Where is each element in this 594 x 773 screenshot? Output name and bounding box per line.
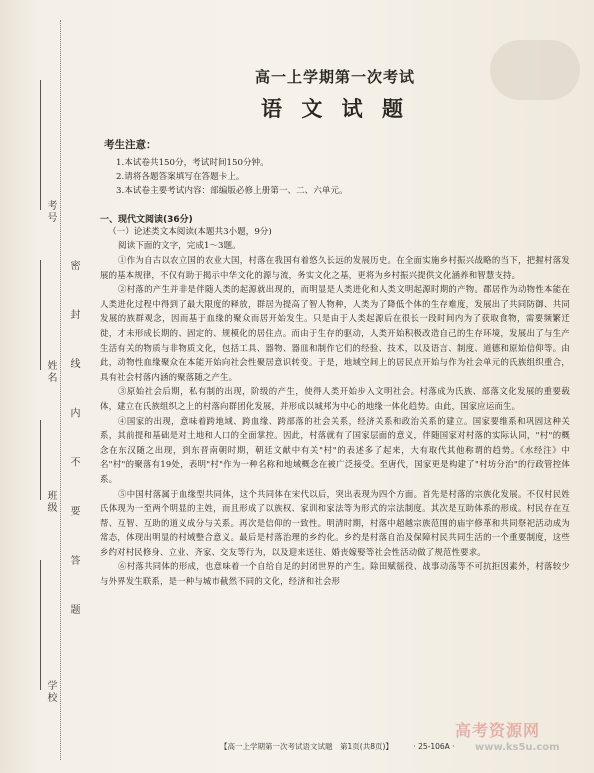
notice-item: 3.本试卷主要考试内容：部编版必修上册第一、二、六单元。 (116, 186, 348, 196)
class-label: 班级 (45, 490, 56, 514)
name-line (40, 260, 41, 370)
passage-paragraph: ③原始社会后期，私有制的出现，阶级的产生，使得人类开始步入文明社会。村落成为氏族、部落文化发展的重要载体，建立在氏族组织之上的村落向群团化发展，并形成以城邦为中心的地缘一体化趋势。由此，国家应运而生。 (100, 386, 570, 411)
notice-heading: 考生注意： (104, 139, 157, 151)
footer-code: · 25-106A · (413, 742, 455, 751)
binding-gutter (0, 0, 100, 773)
name-label: 姓名 (45, 360, 56, 384)
notice-item: 1.本试卷共150分，考试时间150分钟。 (116, 158, 269, 168)
seal-dotted-line (60, 20, 61, 760)
section-heading: 一、现代文阅读(36分) (100, 215, 193, 225)
exam-body (100, 58, 570, 589)
reading-instruction: 阅读下面的文字，完成1～3题。 (118, 241, 241, 251)
passage-paragraph: ⑥村落共同体的形成，也意味着一个自给自足的封闭世界的产生。除田赋徭役、战事动荡等不可抗拒因素外，村落较少与外界发生联系，是一种与城市截然不同的文化，经济和社会形 (100, 561, 570, 587)
passage-paragraph: ④国家的出现，意味着跨地域、跨血缘、跨部落的社会关系，经济关系和政治关系的建立。国家要维系和巩固这种关系，其前提和基础是对土地和人口的全面掌控。因此，村落就有了国家层面的意义，伴随国家对村落的实际认同，"村"的概念在东汉随之出现，到东晋南朝时期，朝廷文献中有关"村"的表述多了起来，大有取代其他称谓的趋势。《水经注》中名"村"的聚落有19处，表明"村"作为一种名称和地域概念在被广泛接受。至唐代，国家更是构建了"村坊分治"的行政管控体系。 (100, 415, 570, 484)
footer-text: 【高一上学期第一次考试语文试题 第1页(共8页)】 (220, 742, 393, 751)
passage-paragraph: ②村落的产生并非是伴随人类的起源就出现的，而明显是人类进化和人类文明起源时期的产物。郡居作为动物性本能在人类进化过程中得到了最大限度的释放，群居为提高了智人物种，人类为了降低个体的生存难度，发展出了共同防御、共同发展的族群观念，因而基于血缘的聚众而居开始发生。只是由于人类起源后在很长一段时间内为了获取食物，需要频繁迁徙，才未形成长期的、固定的、规模化的居住点。而由于生存的驱动，人类开始积极改造自己的生存环境，发展出了与生产生活有关的物质与非物质文化，包括工具、器物、器皿和制作它们的经验、技术，以及语言、制度、道德和原始信仰等。由此，动物性血缘聚众在本能开始向社会性聚居意识转变。于是，地域空间上的居民点开始与作为社会单元的氏族组织重合，具有社会村落内涵的聚落随之产生。 (100, 284, 570, 382)
subsection-heading: （一）论述类文本阅读(本题共3小题，9分) (108, 227, 272, 237)
passage-paragraph: ⑤中国村落属于血缘型共同体，这个共同体在宋代以后，突出表现为四个方面。首先是村落的宗族化发展。不仅村民姓氏体现为一至两个明显的主姓，而且形成了以族权、家训和家法等为形式的宗法制度。其次是互助体系的形成。村民存在互帮、互智、互助的道义成分与关系。再次是信仰的一致性。明清时期，村落中超越宗族范围的庙宇修革和共同祭祀活动成为常态，体现出明显的村域整合意义。最后是村落治理的乡约化。乡约是村落自治及保障村民共同生活的一个重要制度，这些乡约对村民修身、立业、齐家、交友等行为，以及迎来送往、婚丧嫁娶等社会性活动做了规范性要求。 (100, 488, 570, 557)
candidate-number-line (40, 80, 41, 210)
class-line (40, 420, 41, 500)
school-line (40, 560, 41, 690)
watermark-url: www.ks5u.com (475, 742, 560, 753)
watermark-text: 高考资源网 (455, 721, 541, 740)
school-label: 学校 (45, 680, 56, 704)
candidate-number-label: 考号 (45, 200, 56, 224)
seal-warning: 密 封 线 内 不 要 答 题 (68, 260, 79, 633)
page-footer (220, 741, 455, 752)
notice-item: 2.请将各题答案填写在答题卡上。 (116, 172, 245, 182)
exam-subtitle: 高一上学期第一次考试 (254, 68, 415, 86)
passage-paragraph: ①作为自古以农立国的农业大国，村落在我国有着悠久长远的发展历史。在全面实施乡村振兴战略的当下，把握村落发展的基本规律，不仅有助于揭示中华文化的源与流，务实文化之基，更将为乡村振兴提供文化涵养和智慧支持。 (100, 255, 570, 280)
exam-title: 语 文 试 题 (261, 97, 409, 121)
